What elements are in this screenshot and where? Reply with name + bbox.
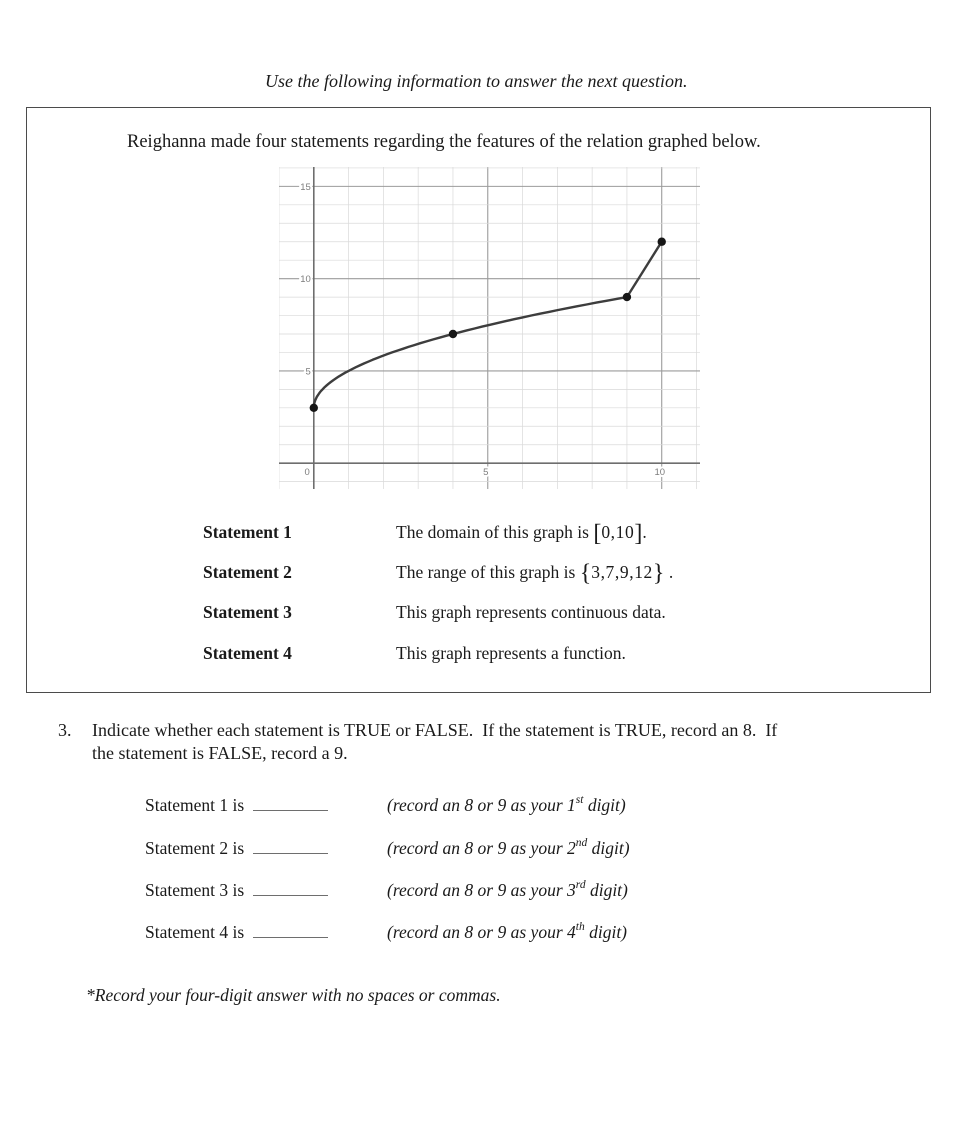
answer-row: [145, 878, 845, 903]
statement-text: The domain of this graph is [0,10].: [396, 520, 647, 547]
math-close-delimiter: }: [652, 560, 665, 587]
ordinal-suffix: nd: [575, 837, 588, 850]
statement-row: [27, 559, 930, 585]
statement-label: Statement 3: [203, 602, 292, 622]
relation-graph: [279, 167, 700, 489]
svg-text:10: 10: [300, 274, 311, 286]
math-close-delimiter: ]: [634, 520, 643, 547]
info-box-intro: Reighanna made four statements regarding the features of the relation graphed below.: [127, 132, 761, 152]
ordinal-suffix: rd: [575, 879, 586, 892]
question-number: 3.: [58, 720, 72, 740]
answer-blank-field[interactable]: [253, 880, 328, 896]
statement-row: [27, 519, 930, 545]
svg-text:5: 5: [305, 366, 311, 378]
answer-row: [145, 836, 845, 861]
answer-note: (record an 8 or 9 as your 2nd digit): [387, 837, 630, 858]
statement-text: This graph represents continuous data.: [396, 602, 666, 622]
statement-text: This graph represents a function.: [396, 643, 626, 663]
question-text: [92, 719, 777, 765]
statement-label: Statement 2: [203, 562, 292, 582]
svg-text:0: 0: [304, 467, 310, 479]
answer-label: Statement 4 is: [145, 922, 245, 942]
statement-row: [27, 599, 930, 625]
answer-blank-field[interactable]: [253, 795, 328, 811]
statement-label: Statement 1: [203, 522, 292, 542]
answer-note: (record an 8 or 9 as your 1st digit): [387, 794, 626, 815]
svg-text:15: 15: [300, 181, 311, 193]
question-text-line: the statement is FALSE, record a 9.: [92, 743, 348, 763]
question-text-line: Indicate whether each statement is TRUE or FALSE. If the statement is TRUE, record an 8. If: [92, 720, 778, 740]
answer-label: Statement 2 is: [145, 838, 245, 858]
answer-label: Statement 3 is: [145, 880, 245, 900]
math-open-delimiter: [: [593, 520, 602, 547]
instruction-heading: Use the following information to answer the next question.: [265, 71, 688, 91]
math-content: 0,10: [601, 522, 635, 542]
svg-text:10: 10: [654, 467, 666, 479]
statement-label: Statement 4: [203, 643, 292, 663]
math-content: 3,7,9,12: [591, 562, 653, 582]
footnote: *Record your four-digit answer with no spaces or commas.: [86, 985, 501, 1005]
ordinal-suffix: th: [575, 921, 585, 934]
answer-note: (record an 8 or 9 as your 3rd digit): [387, 879, 628, 900]
ordinal-suffix: st: [575, 794, 584, 807]
answer-note: (record an 8 or 9 as your 4th digit): [387, 921, 628, 942]
information-box: [26, 107, 931, 693]
svg-text:5: 5: [483, 467, 489, 479]
answer-blank-field[interactable]: [253, 922, 328, 938]
statement-row: [27, 640, 930, 666]
math-open-delimiter: {: [579, 560, 592, 587]
answer-row: [145, 920, 845, 945]
statement-text: The range of this graph is {3,7,9,12} .: [396, 560, 674, 587]
answer-label: Statement 1 is: [145, 795, 245, 815]
answer-row: [145, 793, 845, 818]
answer-blank-field[interactable]: [253, 838, 328, 854]
